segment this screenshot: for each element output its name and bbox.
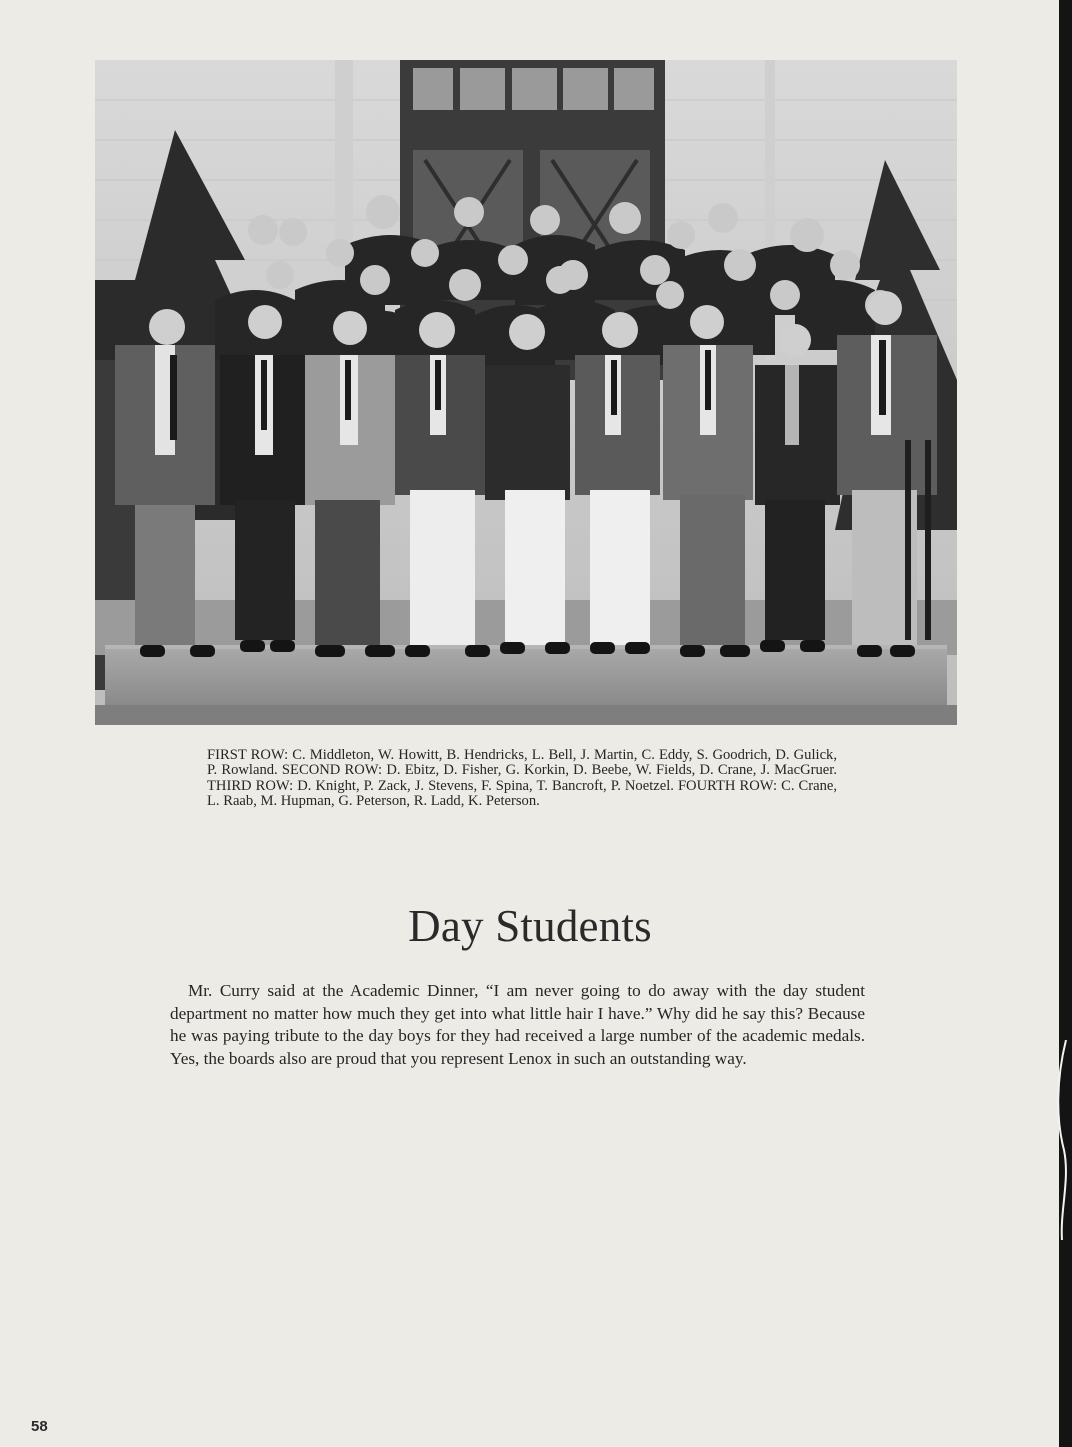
photo-caption: FIRST ROW: C. Middleton, W. Howitt, B. Hendricks, L. Bell, J. Martin, C. Eddy, S. Goodrich, D. Gulick, P. Rowland. SECOND ROW: D. Ebitz, D. Fisher, G. Korkin, D. Beebe, W. Fields, D. Crane, J. MacGruer. THIRD ROW: D. Knight, P. Zack, J. Stevens, F. Spina, T. Bancroft, P. Noetzel. FOURTH ROW: C. Crane, L. Raab, M. Hupman, G. Peterson, R. Ladd, K. Peterson. (207, 747, 837, 810)
body-paragraph: Mr. Curry said at the Academic Dinner, “I am never going to do away with the day student department no matter how much they get into what little hair I have.” Why did he say this? Because he was paying tribute to the day boys for they had received a large number of the academic medals. Yes, the boards also are proud that you represent Lenox in such an outstanding way. (170, 981, 865, 1068)
page-title: Day Students (408, 901, 652, 951)
page-number: 58 (31, 1418, 48, 1435)
group-photo (95, 60, 957, 725)
spine-edge (1052, 1040, 1072, 1240)
